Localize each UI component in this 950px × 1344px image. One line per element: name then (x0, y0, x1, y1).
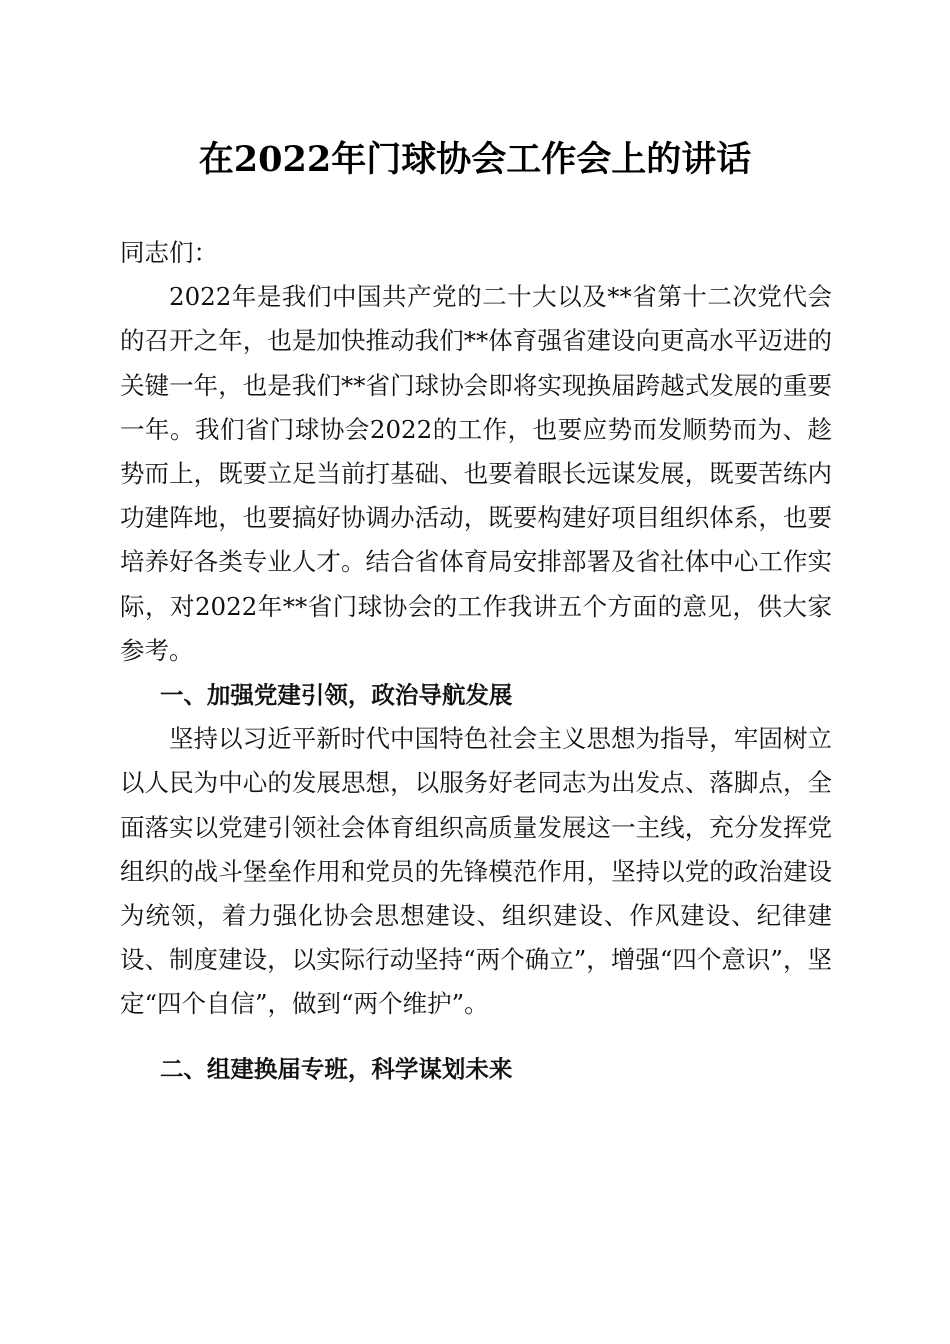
section-heading-2: 二、组建换届专班，科学谋划未来 (159, 1054, 513, 1083)
document-body (120, 231, 832, 1091)
document-title: 在2022年门球协会工作会上的讲话 (198, 139, 752, 180)
section-1-paragraph: 坚持以习近平新时代中国特色社会主义思想为指导，牢固树立以人民为中心的发展思想，以服务好老同志为出发点、落脚点，全面落实以党建引领社会体育组织高质量发展这一主线，充分发挥党组织的战斗堡垒作用和党员的先锋模范作用，坚持以党的政治建设为统领，着力强化协会思想建设、组织建设、作风建设、纪律建设、制度建设，以实际行动坚持“两个确立”，增强“四个意识”，坚定“四个自信”，做到“两个维护”。 (120, 724, 832, 1019)
salutation: 同志们： (120, 238, 218, 267)
section-heading-1: 一、加强党建引领，政治导航发展 (159, 681, 513, 710)
intro-paragraph: 2022年是我们中国共产党的二十大以及**省第十二次党代会的召开之年，也是加快推动我们**体育强省建设向更高水平迈进的关键一年，也是我们**省门球协会即将实现换届跨越式发展的重要一年。我们省门球协会2022的工作，也要应势而发顺势而为、趁势而上，既要立足当前打基础、也要着眼长远谋发展，既要苦练内功建阵地，也要搞好协调办活动，既要构建好项目组织体系，也要培养好各类专业人才。结合省体育局安排部署及省社体中心工作实际，对2022年**省门球协会的工作我讲五个方面的意见，供大家参考。 (120, 282, 832, 665)
